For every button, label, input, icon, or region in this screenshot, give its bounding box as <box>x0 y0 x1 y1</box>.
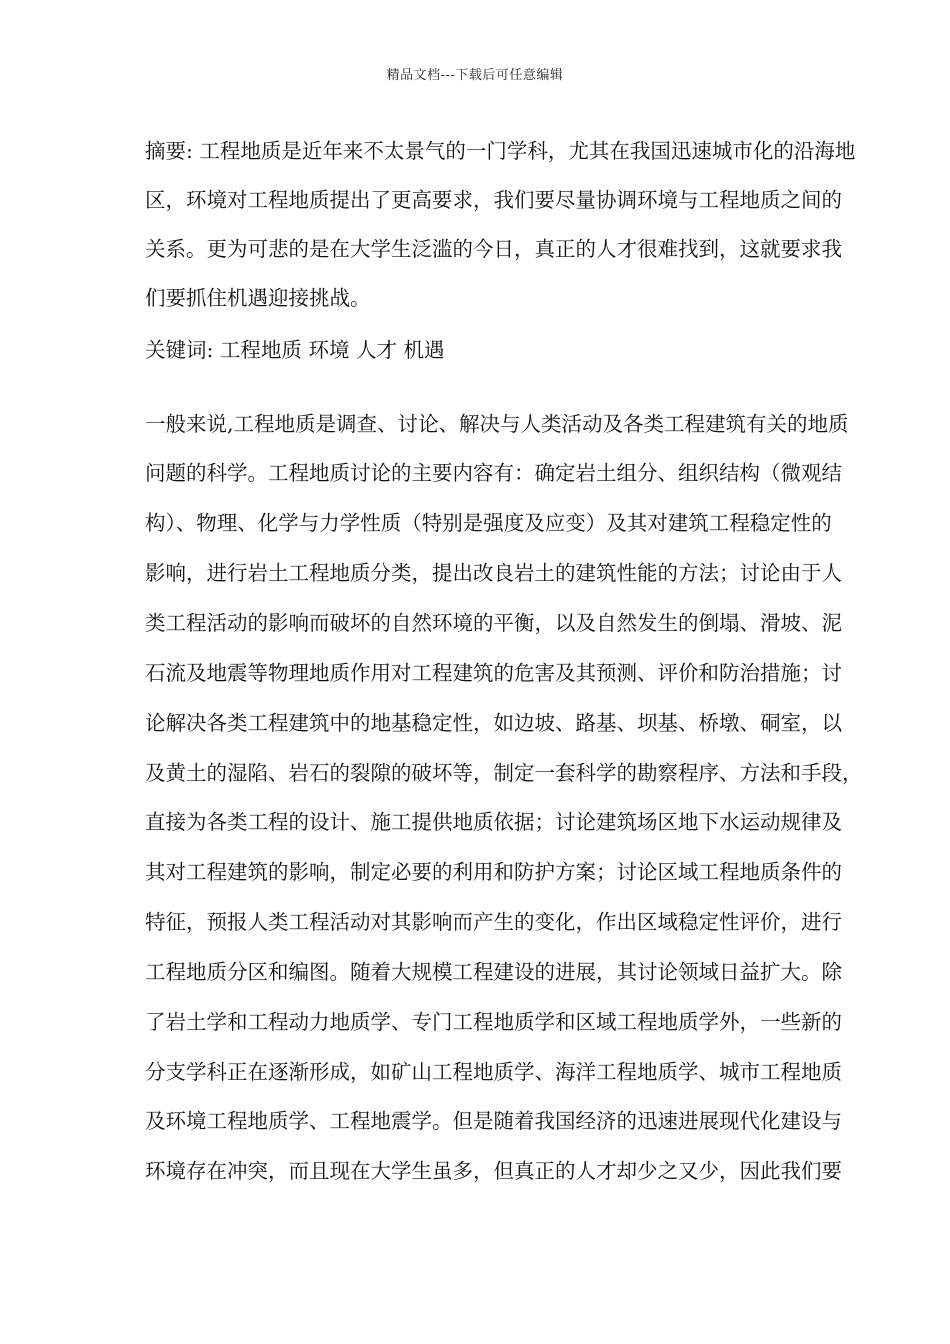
body-line: 工程地质分区和编图。随着大规模工程建设的进展，其讨论领域日益扩大。除 <box>145 960 842 984</box>
body-line: 及黄土的湿陷、岩石的裂隙的破坏等，制定一套科学的勘察程序、方法和手段， <box>145 761 863 785</box>
body-line: 及环境工程地质学、工程地震学。但是随着我国经济的迅速进展现代化建设与 <box>145 1109 842 1133</box>
body-line: 论解决各类工程建筑中的地基稳定性，如边坡、路基、坝基、桥墩、硐室，以 <box>145 711 842 735</box>
body-line: 影响，进行岩土工程地质分类，提出改良岩土的建筑性能的方法；讨论由于人 <box>145 561 842 585</box>
body-line: 构）、物理、化学与力学性质（特别是强度及应变）及其对建筑工程稳定性的 <box>145 511 832 535</box>
body-line: 其对工程建筑的影响，制定必要的利用和防护方案；讨论区域工程地质条件的 <box>145 860 842 884</box>
abstract-line: 区，环境对工程地质提出了更高要求，我们要尽量协调环境与工程地质之间的 <box>145 188 842 212</box>
body-line: 问题的科学。工程地质讨论的主要内容有：确定岩土组分、组织结构（微观结 <box>145 461 842 485</box>
body-line: 了岩土学和工程动力地质学、专门工程地质学和区域工程地质学外，一些新的 <box>145 1010 842 1034</box>
abstract-line: 们要抓住机遇迎接挑战。 <box>145 286 371 310</box>
body-line: 分支学科正在逐渐形成，如矿山工程地质学、海洋工程地质学、城市工程地质 <box>145 1060 842 1084</box>
body-line: 环境存在冲突，而且现在大学生虽多，但真正的人才却少之又少，因此我们要 <box>145 1159 842 1183</box>
page-header: 精品文档---下载后可任意编辑 <box>386 68 564 83</box>
abstract-line: 摘要: 工程地质是近年来不太景气的一门学科，尤其在我国迅速城市化的沿海地 <box>145 139 856 163</box>
body-line: 特征，预报人类工程活动对其影响而产生的变化，作出区域稳定性评价，进行 <box>145 910 842 934</box>
body-line: 类工程活动的影响而破坏的自然环境的平衡，以及自然发生的倒塌、滑坡、泥 <box>145 611 842 635</box>
abstract-line: 关系。更为可悲的是在大学生泛滥的今日，真正的人才很难找到，这就要求我 <box>145 237 842 261</box>
body-line: 石流及地震等物理地质作用对工程建筑的危害及其预测、评价和防治措施；讨 <box>145 661 842 685</box>
body-line: 直接为各类工程的设计、施工提供地质依据；讨论建筑场区地下水运动规律及 <box>145 810 842 834</box>
body-line: 一般来说,工程地质是调查、讨论、解决与人类活动及各类工程建筑有关的地质 <box>145 412 849 436</box>
keywords-line: 关键词: 工程地质 环境 人才 机遇 <box>145 338 445 362</box>
